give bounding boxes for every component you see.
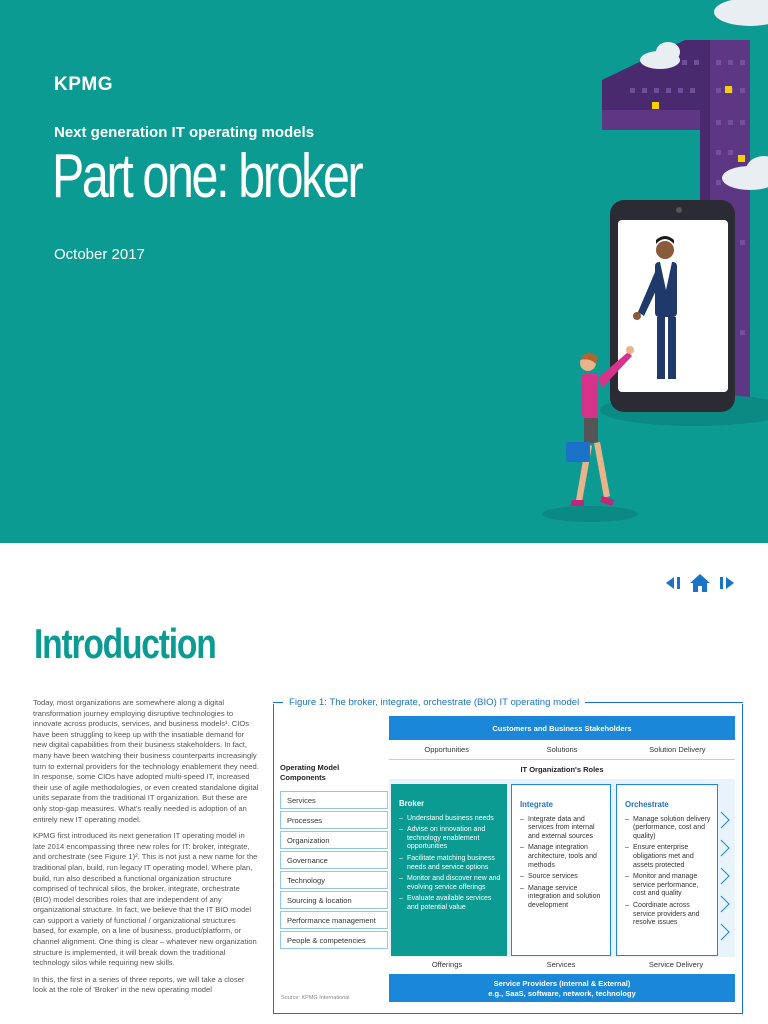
- component-item: Performance management: [280, 911, 388, 929]
- divider: [585, 702, 743, 703]
- component-item: Sourcing & location: [280, 891, 388, 909]
- customers-bar: Customers and Business Stakeholders: [389, 716, 735, 740]
- role-name: Integrate: [520, 800, 553, 809]
- output-col: Services: [546, 960, 576, 969]
- intro-paragraph: In this, the first in a series of three reports, we will take a closer look at the role of 'Broker' in the new operating model: [33, 974, 245, 995]
- service-providers-bar: [389, 974, 735, 1002]
- role-name: Orchestrate: [625, 800, 669, 809]
- role-integrate: [511, 784, 611, 956]
- figure-source: Source: KPMG International: [281, 995, 350, 1001]
- customer-col: Solution Delivery: [649, 745, 706, 754]
- role-item: – Monitor and discover new and evolving service offerings: [399, 875, 501, 892]
- role-broker: [391, 784, 507, 956]
- role-item: – Facilitate matching business needs and service options: [399, 855, 501, 872]
- chevron-right-icon: [719, 922, 731, 942]
- introduction-heading: Introduction: [34, 620, 216, 667]
- arrow-right-icon[interactable]: [716, 573, 736, 598]
- report-date: October 2017: [54, 246, 145, 263]
- components-heading: Operating Model Components: [280, 763, 340, 782]
- arrow-left-icon[interactable]: [664, 573, 684, 598]
- figure-title: Figure 1: The broker, integrate, orchestrate (BIO) IT operating model: [289, 697, 580, 708]
- providers-title: Service Providers (Internal & External): [493, 979, 631, 988]
- role-item: – Coordinate across service providers and resolve issues: [625, 902, 711, 928]
- output-columns: [389, 957, 735, 973]
- role-item: – Advise on innovation and technology enablement opportunities: [399, 826, 501, 852]
- intro-paragraph: Today, most organizations are somewhere along a digital transformation journey employing disruptive technologies to innovate across products, services, and business models¹. CIOs have been struggling to keep up with the insatiable demand for new digital capabilities from their business stakeholders. In fact, many have been watching their business counterparts increasingly turn to external providers for the technology enablement they need. In response, some CIOs have adopted multi-speed IT, increased their use of agile methodologies, or even created standalone digital units separate from the traditional IT organization. But these are only stop-gap measures. What's really needed is adoption of an entirely new IT operating model.: [33, 698, 259, 824]
- role-orchestrate: [616, 784, 718, 956]
- divider: [273, 702, 283, 703]
- component-item: People & competencies: [280, 931, 388, 949]
- page-navigation: [664, 572, 736, 598]
- intro-body: [33, 698, 259, 1002]
- report-subtitle: Next generation IT operating models: [54, 124, 315, 141]
- intro-paragraph: KPMG first introduced its next generation IT operating model in late 2014 encompassing three new roles for IT: broker, integrate, and orchestrate (see Figure 1)². This is not just a new name for the traditional plan, build, run legacy IT operating model. Where plan, build, run also described a functional organization structure comprised of technical silos, the broker, integrate, orchestrate (BIO) model describes roles that are independent of any organizational structure. In fact, we believe that the IT BIO model can support a variety of functional / organizational structures based, for example, on a line of business, product/platform, or channel alignment. One thing is clear – whatever new organization structure is implemented, it will break down the traditional technology silos while requiring new skills.: [33, 831, 258, 968]
- chevron-right-icon: [719, 866, 731, 886]
- component-item: Governance: [280, 851, 388, 869]
- hero-illustration: [520, 0, 768, 543]
- role-item: – Integrate data and services from internal and external sources: [520, 816, 604, 842]
- chevron-right-icon: [719, 894, 731, 914]
- role-item: – Understand business needs: [399, 815, 501, 824]
- role-item: – Ensure enterprise obligations met and assets protected: [625, 844, 711, 870]
- output-col: Offerings: [431, 960, 463, 969]
- it-roles-label: IT Organization's Roles: [520, 765, 604, 774]
- kpmg-logo: KPMG: [54, 74, 113, 95]
- role-item: – Source services: [520, 873, 604, 882]
- role-item: – Manage service integration and solution development: [520, 885, 604, 911]
- component-item: Services: [280, 791, 388, 809]
- role-item: – Manage solution delivery (performance, cost and quality): [625, 816, 711, 842]
- customer-col: Opportunities: [424, 745, 469, 754]
- providers-examples: e.g., SaaS, software, network, technology: [488, 989, 636, 998]
- output-col: Service Delivery: [648, 960, 704, 969]
- report-title: Part one: broker: [52, 142, 362, 211]
- role-item: – Manage integration architecture, tools and methods: [520, 844, 604, 870]
- role-name: Broker: [399, 799, 425, 808]
- component-item: Processes: [280, 811, 388, 829]
- component-item: Organization: [280, 831, 388, 849]
- role-item: – Evaluate available services and potential value: [399, 895, 501, 912]
- cloud-icon: [640, 42, 680, 69]
- cloud-icon: [714, 0, 768, 26]
- customer-columns: [389, 740, 735, 760]
- customer-col: Solutions: [546, 745, 578, 754]
- home-icon[interactable]: [688, 572, 712, 599]
- chevron-right-icon: [719, 810, 731, 830]
- component-item: Technology: [280, 871, 388, 889]
- chevron-right-icon: [719, 838, 731, 858]
- role-item: – Monitor and manage service performance, cost and quality: [625, 873, 711, 899]
- components-list: [280, 791, 388, 951]
